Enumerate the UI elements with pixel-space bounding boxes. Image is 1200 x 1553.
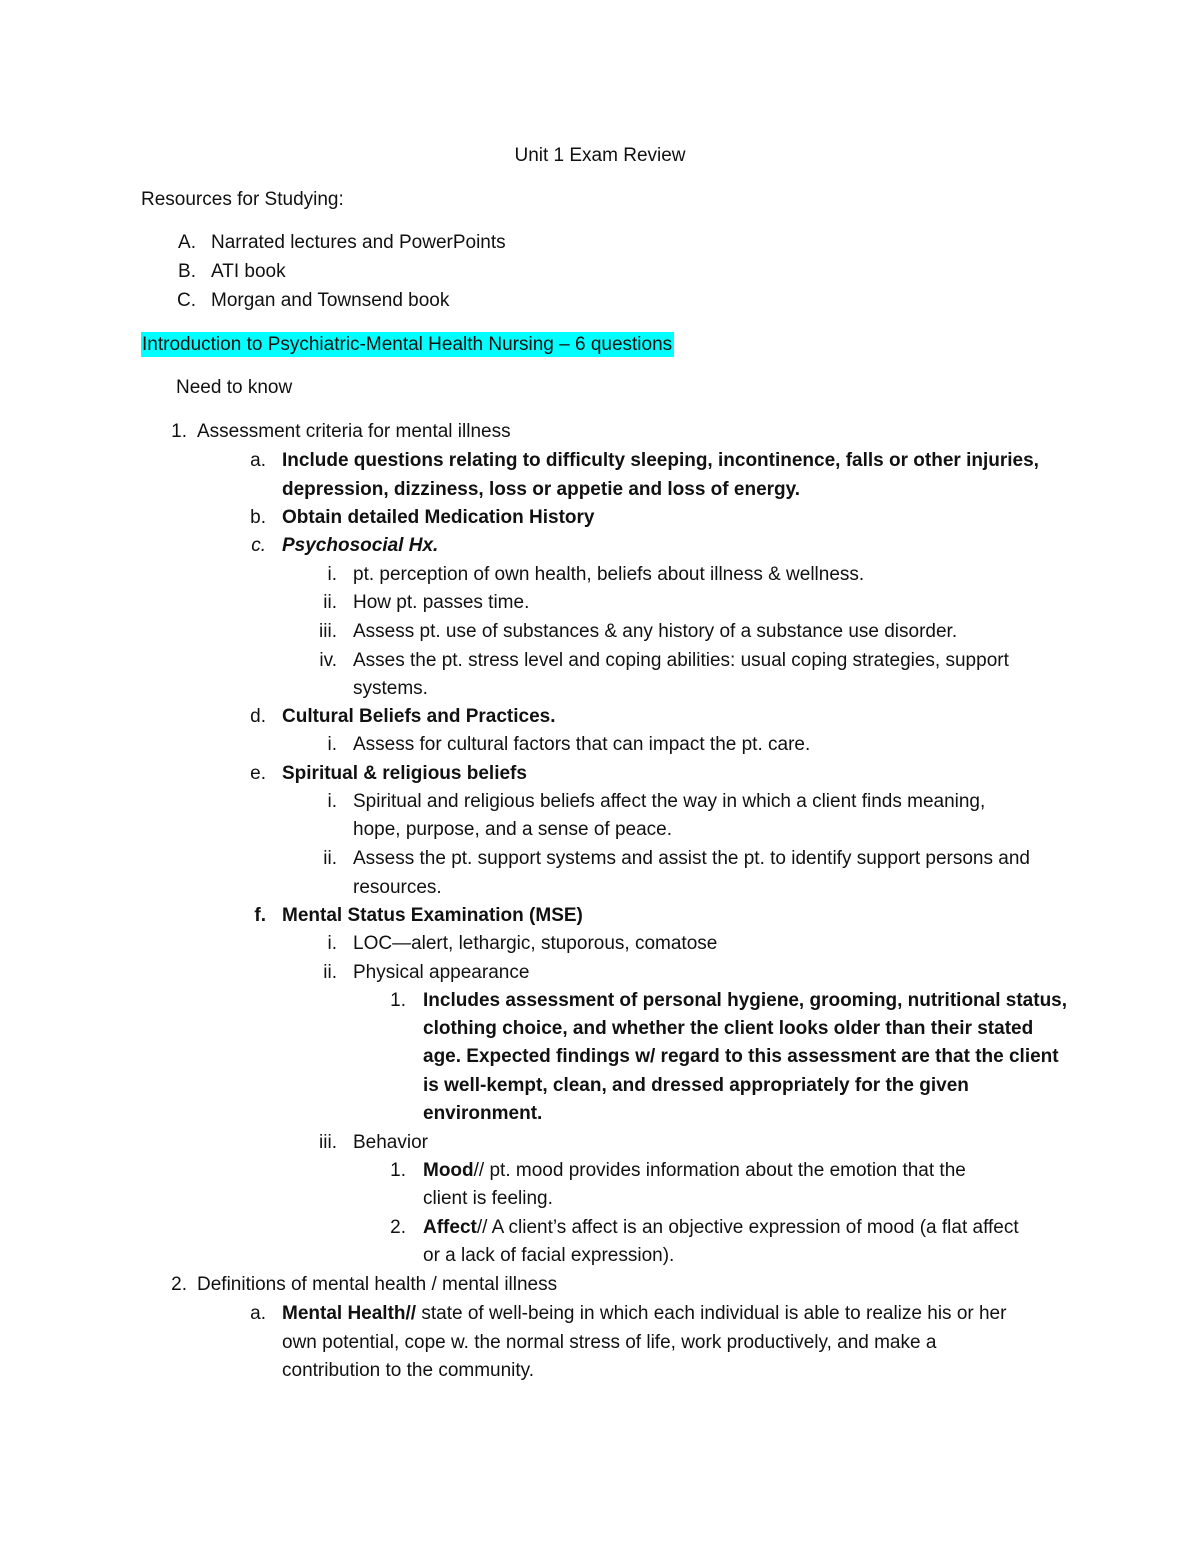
list-marker: iii. xyxy=(319,621,337,642)
list-item-bold: Obtain detailed Medication History xyxy=(282,507,595,528)
list-marker: ii. xyxy=(323,962,337,983)
list-item: systems. xyxy=(353,678,428,699)
resource-item: Narrated lectures and PowerPoints xyxy=(211,232,506,253)
list-item xyxy=(423,1214,1019,1242)
list-marker: C. xyxy=(177,290,196,311)
list-item xyxy=(423,1157,966,1185)
list-marker: 1. xyxy=(390,990,406,1011)
list-item-bold: clothing choice, and whether the client looks older than their stated xyxy=(423,1018,1034,1039)
list-marker: b. xyxy=(250,507,266,528)
list-item: resources. xyxy=(353,877,442,898)
list-item: client is feeling. xyxy=(423,1188,553,1209)
document-title: Unit 1 Exam Review xyxy=(514,145,686,166)
definition: state of well-being in which each individual is able to realize his or her xyxy=(416,1303,1007,1324)
definition: // A client’s affect is an objective expression of mood (a flat affect xyxy=(476,1217,1019,1238)
list-item: Asses the pt. stress level and coping abilities: usual coping strategies, support xyxy=(353,650,1009,671)
list-item: Physical appearance xyxy=(353,962,530,983)
list-item: or a lack of facial expression). xyxy=(423,1245,675,1266)
list-item-bold: Spiritual & religious beliefs xyxy=(282,763,527,784)
list-marker: ii. xyxy=(323,848,337,869)
resource-item: ATI book xyxy=(211,261,286,282)
list-item-bold: Mental Status Examination (MSE) xyxy=(282,905,583,926)
list-marker: a. xyxy=(250,450,266,471)
list-item: pt. perception of own health, beliefs about illness & wellness. xyxy=(353,564,865,585)
list-item: Assess pt. use of substances & any history of a substance use disorder. xyxy=(353,621,958,642)
list-marker: f. xyxy=(254,905,266,926)
list-marker: 2. xyxy=(390,1217,406,1238)
list-item-bold: Includes assessment of personal hygiene, grooming, nutritional status, xyxy=(423,990,1068,1011)
list-marker: A. xyxy=(178,232,196,253)
highlighted-heading: Introduction to Psychiatric-Mental Health Nursing – 6 questions xyxy=(142,334,673,355)
list-item-bold: Include questions relating to difficulty sleeping, incontinence, falls or other injuries, xyxy=(282,450,1039,471)
term: Mood xyxy=(423,1160,474,1181)
list-item: Assess for cultural factors that can impact the pt. care. xyxy=(353,734,811,755)
list-item xyxy=(282,1300,1006,1328)
list-marker: i. xyxy=(327,933,337,954)
resources-heading: Resources for Studying: xyxy=(141,189,344,210)
list-item-bold: age. Expected findings w/ regard to this assessment are that the client xyxy=(423,1046,1059,1067)
list-marker: d. xyxy=(250,706,266,727)
list-marker: 2. xyxy=(171,1274,187,1295)
list-marker: a. xyxy=(250,1303,266,1324)
list-item: Assessment criteria for mental illness xyxy=(197,421,511,442)
list-marker: i. xyxy=(327,564,337,585)
list-item: own potential, cope w. the normal stress of life, work productively, and make a xyxy=(282,1332,937,1353)
definition: // pt. mood provides information about the emotion that the xyxy=(473,1160,966,1181)
section-heading xyxy=(141,331,674,359)
list-marker: ii. xyxy=(323,592,337,613)
list-item: hope, purpose, and a sense of peace. xyxy=(353,819,673,840)
list-item: Behavior xyxy=(353,1132,428,1153)
need-to-know-label: Need to know xyxy=(176,377,293,398)
list-marker: e. xyxy=(250,763,266,784)
list-marker: B. xyxy=(178,261,196,282)
resource-item: Morgan and Townsend book xyxy=(211,290,450,311)
list-marker: i. xyxy=(327,791,337,812)
list-item: Assess the pt. support systems and assist the pt. to identify support persons and xyxy=(353,848,1030,869)
list-item: How pt. passes time. xyxy=(353,592,530,613)
list-marker: iii. xyxy=(319,1132,337,1153)
list-item-bold-italic: Psychosocial Hx. xyxy=(282,535,439,556)
list-marker: c. xyxy=(251,535,266,556)
list-item: Spiritual and religious beliefs affect the way in which a client finds meaning, xyxy=(353,791,986,812)
list-item: contribution to the community. xyxy=(282,1360,535,1381)
list-marker: i. xyxy=(327,734,337,755)
list-item-bold: is well-kempt, clean, and dressed appropriately for the given xyxy=(423,1075,969,1096)
term: Mental Health// xyxy=(282,1303,417,1324)
list-marker: iv. xyxy=(319,650,337,671)
list-marker: 1. xyxy=(171,421,187,442)
list-item-bold: depression, dizziness, loss or appetie and loss of energy. xyxy=(282,479,801,500)
term: Affect xyxy=(423,1217,477,1238)
list-item: Definitions of mental health / mental illness xyxy=(197,1274,558,1295)
list-marker: 1. xyxy=(390,1160,406,1181)
list-item: LOC—alert, lethargic, stuporous, comatose xyxy=(353,933,718,954)
list-item-bold: Cultural Beliefs and Practices. xyxy=(282,706,556,727)
list-item-bold: environment. xyxy=(423,1103,543,1124)
